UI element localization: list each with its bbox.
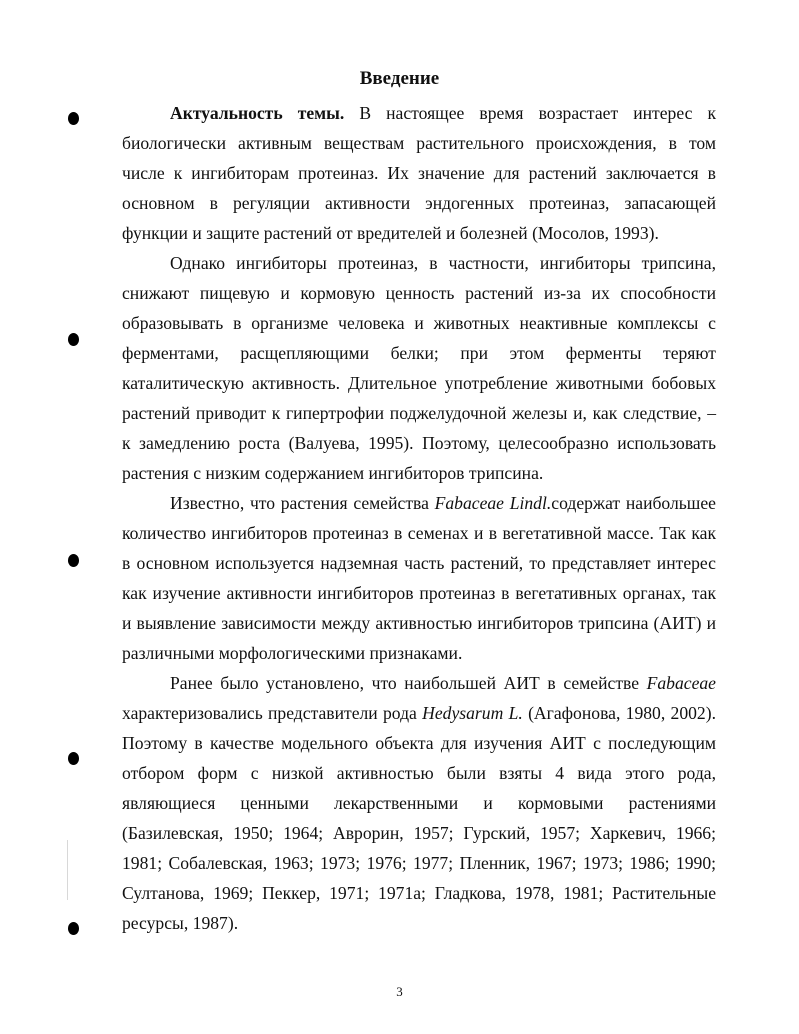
- binder-hole-mark: [68, 554, 79, 567]
- paragraph-text: Однако ингибиторы протеиназ, в частности, ингибиторы трипсина, снижают пищевую и кормовую ценность растений из-за их способности образовывать в организме человека и животных неактивные комплексы с ферментами, расщепляющими белки; при этом ферменты теряют каталитическую активность. Длительное употребление животными бобовых растений приводит к гипертрофии поджелудочной железы и, как следствие, – к замедлению роста (Валуева, 1995). Поэтому, целесообразно использовать растения с низким содержанием ингибиторов трипсина.: [122, 253, 716, 483]
- page-title: Введение: [359, 68, 440, 89]
- paragraph-text: (Агафонова, 1980, 2002). Поэтому в качестве модельного объекта для изучения АИТ с последующим отбором форм с низкой активностью были взяты 4 вида этого рода, являющиеся ценными лекарственными и кормовыми растениями (Базилевская, 1950; 1964; Аврорин, 1957; Гурский, 1957; Харкевич, 1966; 1981; Собалевская, 1963; 1973; 1976; 1977; Пленник, 1967; 1973; 1986; 1990; Султанова, 1969; Пеккер, 1971; 1971а; Гладкова, 1978, 1981; Растительные ресурсы, 1987).: [122, 703, 716, 933]
- paragraph-text: содержат наибольшее количество ингибиторов протеиназ в семенах и в вегетативной массе. Так как в основном используется надземная часть растений, то представляет интерес как изучение активности ингибиторов протеиназ в вегетативных органах, так и выявление зависимости между активностью ингибиторов трипсина (АИТ) и различными морфологическими признаками.: [122, 493, 716, 663]
- paragraph-text: Ранее было установлено, что наибольшей АИТ в семействе: [170, 673, 647, 693]
- paragraph-text: В настоящее время возрастает интерес к биологически активным веществам растительного происхождения, в том числе к ингибиторам протеиназ. Их значение для растений заключается в основном в регуляции активности эндогенных протеиназ, запасающей функции и защите растений от вредителей и болезней (Мосолов, 1993).: [122, 103, 716, 243]
- paragraph-fabaceae: [122, 488, 716, 668]
- taxon-name: Fabaceae Lindl.: [434, 493, 552, 513]
- paragraph-text: характеризовались представители рода: [122, 703, 423, 723]
- binder-hole-mark: [68, 922, 79, 935]
- taxon-name: Hedysarum L.: [422, 703, 523, 723]
- binder-hole-mark: [68, 112, 79, 125]
- paragraph-inhibitors: [122, 248, 716, 488]
- binder-hole-mark: [68, 333, 79, 346]
- taxon-name: Fabaceae: [646, 673, 716, 693]
- page-number: 3: [396, 984, 403, 999]
- paragraph-hedysarum: [122, 668, 716, 938]
- paragraph-relevance: [122, 98, 716, 248]
- binder-hole-mark: [68, 752, 79, 765]
- scan-artifact-line: [67, 840, 68, 900]
- paragraph-text: Известно, что растения семейства: [170, 493, 435, 513]
- paragraph-lead: Актуальность темы.: [170, 103, 345, 123]
- body-text: [122, 98, 716, 938]
